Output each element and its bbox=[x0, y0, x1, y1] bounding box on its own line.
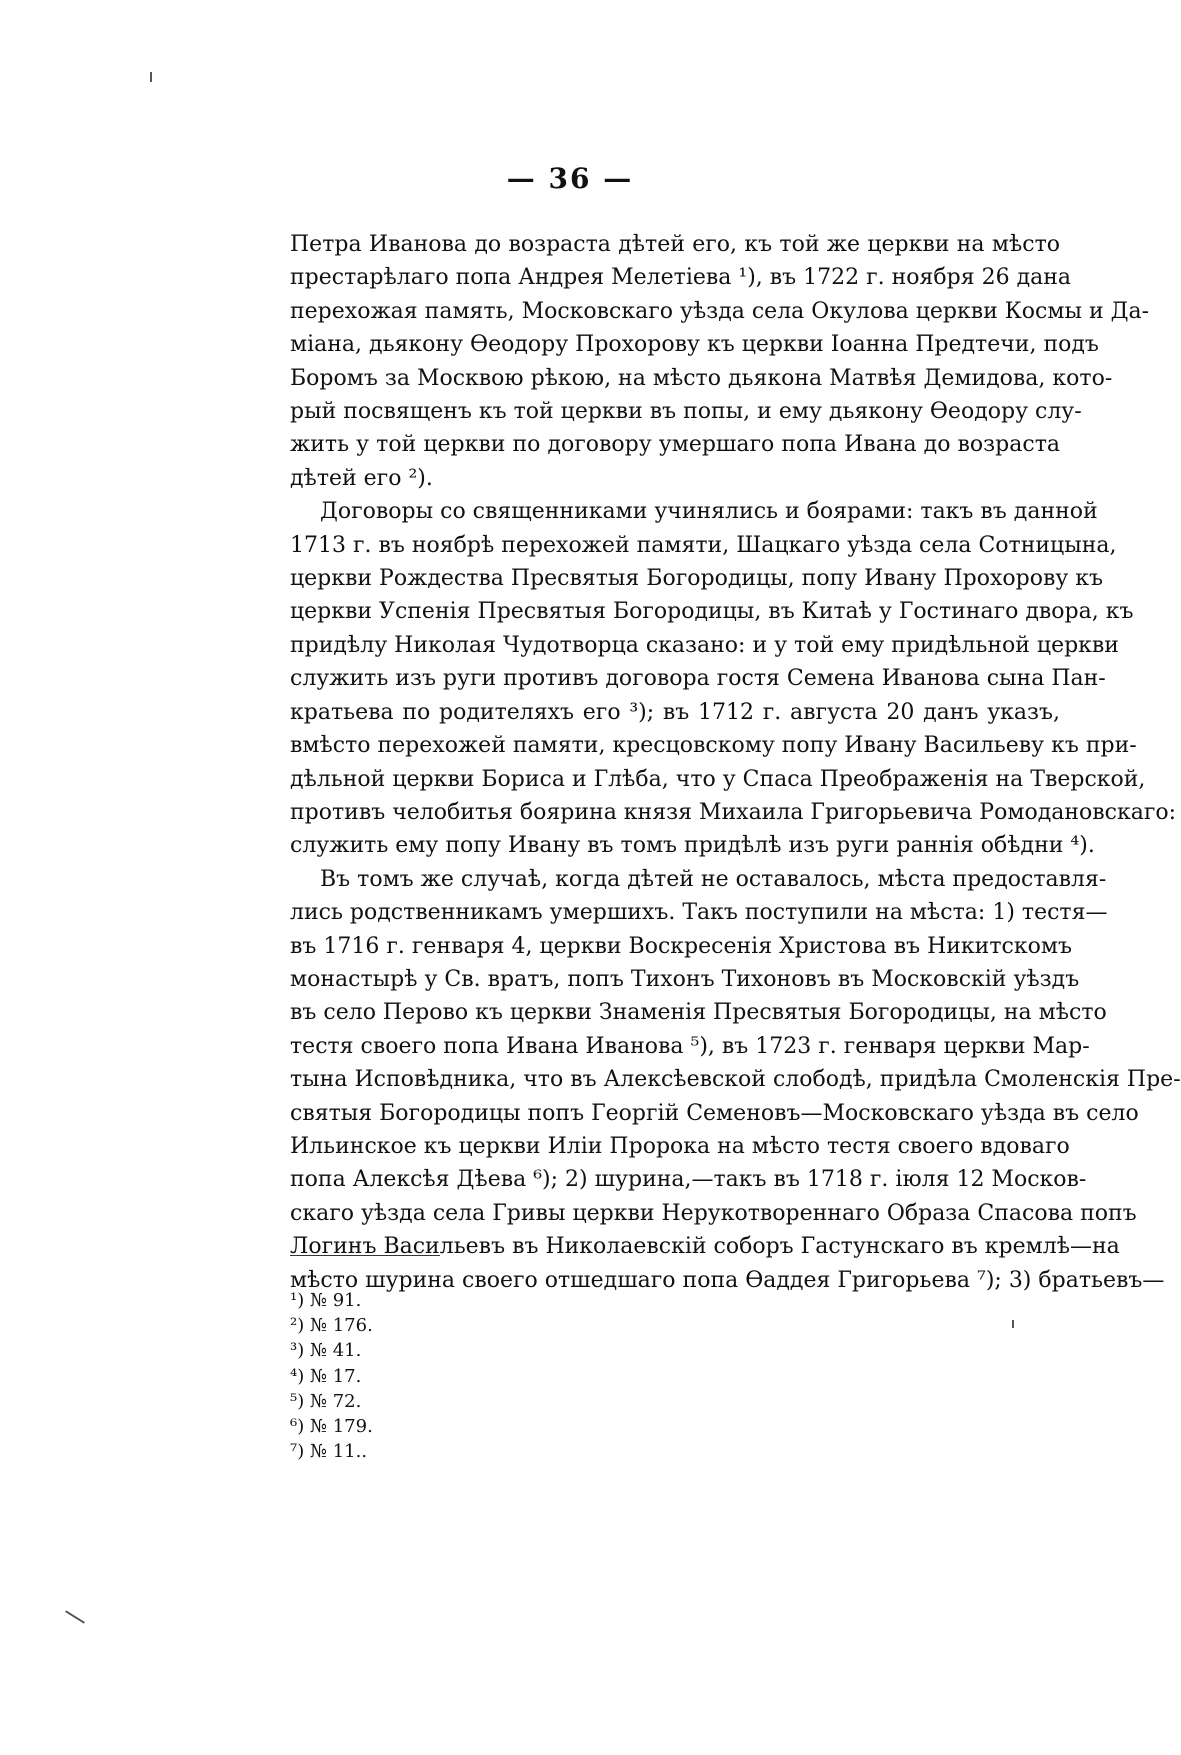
page-number: — 36 — bbox=[506, 162, 634, 195]
footnote: ¹) № 91. bbox=[290, 1290, 362, 1311]
text-line: попа Алексѣя Дѣева ⁶); 2) шурина,—такъ въ 1718 г. іюля 12 Москов- bbox=[290, 1167, 1087, 1193]
text-line: скаго уѣзда села Гривы церкви Нерукотвореннаго Образа Спасова попъ bbox=[290, 1200, 1137, 1226]
body-text bbox=[290, 228, 1181, 1297]
text-line: служить ему попу Ивану въ томъ придѣлѣ изъ руги раннія обѣдни ⁴). bbox=[290, 833, 1095, 859]
text-line: тына Исповѣдника, что въ Алексѣевской слободѣ, придѣла Смоленскія Пре- bbox=[290, 1067, 1181, 1093]
text-line: лись родственникамъ умершихъ. Такъ поступили на мѣста: 1) тестя— bbox=[290, 900, 1108, 926]
footnote: ⁵) № 72. bbox=[290, 1390, 362, 1412]
text-line: дѣльной церкви Бориса и Глѣба, что у Спаса Преображенія на Тверской, bbox=[290, 766, 1146, 792]
paragraph-start-line: Договоры со священниками учинялись и боярами: такъ въ данной bbox=[320, 499, 1098, 525]
text-line: придѣлу Николая Чудотворца сказано: и у той ему придѣльной церкви bbox=[290, 632, 1119, 658]
text-line: Ильинское къ церкви Иліи Пророка на мѣсто тестя своего вдоваго bbox=[290, 1133, 1070, 1159]
text-line: Боромъ за Москвою рѣкою, на мѣсто дьякона Матвѣя Демидова, кото- bbox=[290, 365, 1113, 391]
text-line: монастырѣ у Св. вратъ, попъ Тихонъ Тихоновъ въ Московскій уѣздъ bbox=[290, 966, 1080, 992]
footnote: ⁷) № 11.. bbox=[290, 1441, 368, 1463]
scan-speck bbox=[1012, 1320, 1014, 1328]
text-line: церкви Рождества Пресвятыя Богородицы, попу Ивану Прохорову къ bbox=[290, 566, 1104, 592]
text-line: міана, дьякону Ѳеодору Прохорову къ церкви Іоанна Предтечи, подъ bbox=[290, 332, 1099, 358]
scan-speck bbox=[65, 1610, 85, 1623]
text-line: Логинъ Васильевъ въ Николаевскій соборъ Гастунскаго въ кремлѣ—на bbox=[290, 1234, 1120, 1260]
text-line: тестя своего попа Ивана Иванова ⁵), въ 1723 г. генваря церкви Мар- bbox=[290, 1033, 1090, 1059]
text-line: рый посвященъ къ той церкви въ попы, и ему дьякону Ѳеодору слу- bbox=[290, 399, 1082, 425]
text-line: Петра Иванова до возраста дѣтей его, къ той же церкви на мѣсто bbox=[290, 232, 1060, 257]
text-line: перехожая память, Московскаго уѣзда села Окулова церкви Космы и Да- bbox=[290, 298, 1150, 324]
footnote: ⁶) № 179. bbox=[290, 1416, 373, 1438]
text-line: святыя Богородицы попъ Георгій Семеновъ—Московскаго уѣзда въ село bbox=[290, 1100, 1139, 1126]
paragraph-start-line: Въ томъ же случаѣ, когда дѣтей не оставалось, мѣста предоставля- bbox=[320, 866, 1107, 892]
footnote: ³) № 41. bbox=[290, 1340, 362, 1362]
text-line: мѣсто шурина своего отшедшаго попа Ѳаддея Григорьева ⁷); 3) братьевъ— bbox=[290, 1267, 1165, 1293]
text-line: служить изъ руги противъ договора гостя Семена Иванова сына Пан- bbox=[290, 666, 1106, 692]
text-line: противъ челобитья боярина князя Михаила Григорьевича Ромодановскаго: bbox=[290, 799, 1177, 825]
footnote-divider bbox=[290, 1255, 440, 1256]
text-line: престарѣлаго попа Андрея Мелетіева ¹), въ 1722 г. ноября 26 дана bbox=[290, 265, 1072, 291]
text-line: дѣтей его ²). bbox=[290, 465, 433, 491]
text-line: 1713 г. въ ноябрѣ перехожей памяти, Шацкаго уѣзда села Сотницына, bbox=[290, 532, 1117, 558]
text-line: въ село Перово къ церкви Знаменія Пресвятыя Богородицы, на мѣсто bbox=[290, 1000, 1107, 1026]
footnotes bbox=[290, 1288, 590, 1464]
footnote: ²) № 176. bbox=[290, 1315, 373, 1337]
footnote: ⁴) № 17. bbox=[290, 1365, 362, 1387]
text-line: церкви Успенія Пресвятыя Богородицы, въ Китаѣ у Гостинаго двора, къ bbox=[290, 599, 1134, 625]
text-line: кратьева по родителяхъ его ³); въ 1712 г. августа 20 данъ указъ, bbox=[290, 699, 1060, 725]
text-line: вмѣсто перехожей памяти, кресцовскому попу Ивану Васильеву къ при- bbox=[290, 733, 1137, 759]
text-line: въ 1716 г. генваря 4, церкви Воскресенія Христова въ Никитскомъ bbox=[290, 933, 1072, 959]
scan-speck bbox=[150, 72, 152, 82]
text-line: жить у той церкви по договору умершаго попа Ивана до возраста bbox=[290, 432, 1060, 458]
